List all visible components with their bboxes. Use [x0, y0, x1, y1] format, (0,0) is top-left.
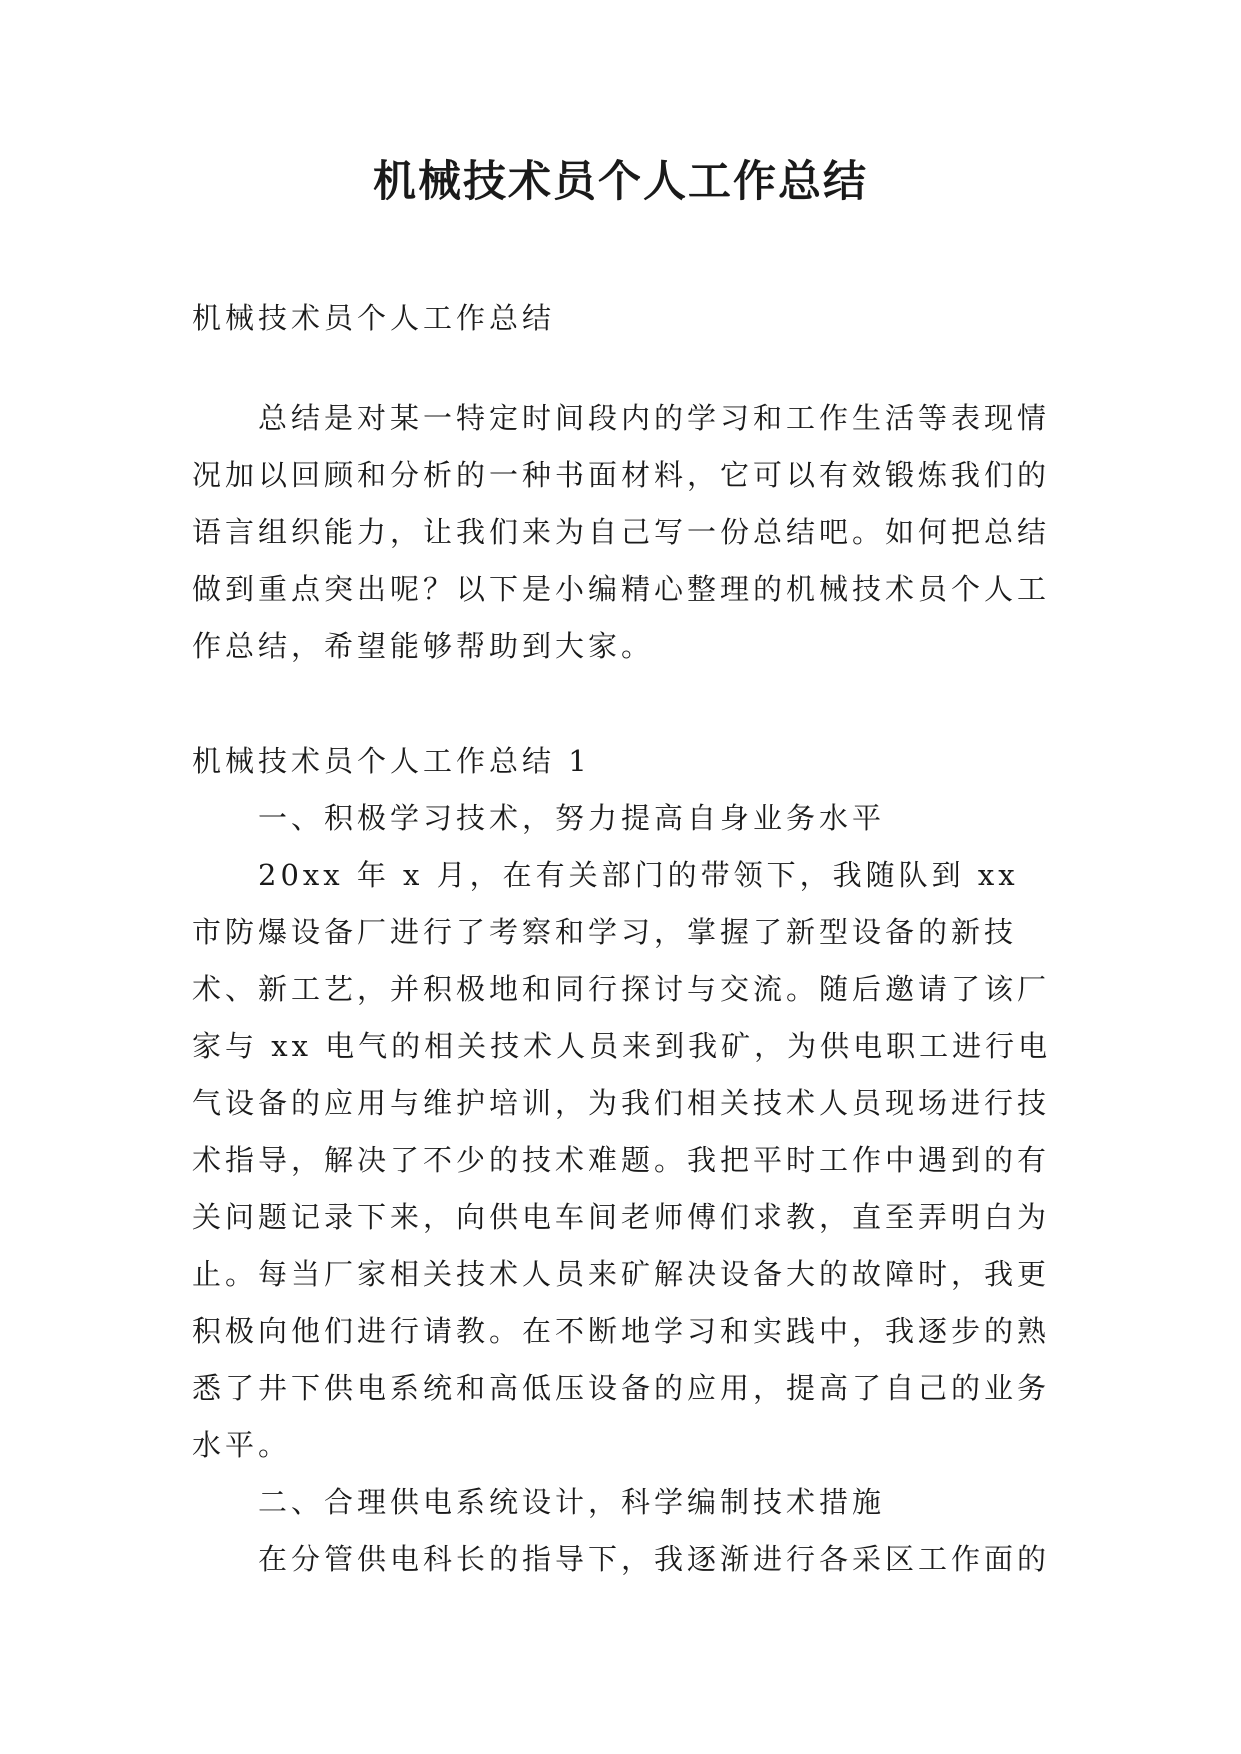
section-title: 机械技术员个人工作总结 1 — [192, 744, 591, 778]
document-title: 机械技术员个人工作总结 — [373, 157, 868, 207]
document-subtitle: 机械技术员个人工作总结 — [192, 301, 556, 335]
body-paragraph-1: 20xx 年 x 月，在有关部门的带领下，我随队到 xx 市防爆设备厂进行了考察和学习，掌握了新型设备的新技术、新工艺，并积极地和同行探讨与交流。随后邀请了该厂家与 xx 电气的相关技术人员来到我矿，为供电职工进行电气设备的应用与维护培训，为我们相关技术人员现场进行技术指导，解决了不少的技术难题。我把平时工作中遇到的有关问题记录下来，向供电车间老师傅们求教，直至弄明白为止。每当厂家相关技术人员来矿解决设备大的故障时，我更积极向他们进行请教。在不断地学习和实践中，我逐步的熟悉了井下供电系统和高低压设备的应用，提高了自己的业务水平。 — [192, 858, 1052, 1462]
document-body — [192, 290, 1054, 1588]
body-paragraph-2: 在分管供电科长的指导下，我逐渐进行各采区工作面的 — [258, 1542, 1051, 1576]
section-heading-1: 一、积极学习技术，努力提高自身业务水平 — [258, 801, 886, 835]
spacer — [192, 675, 1054, 733]
spacer — [192, 347, 1054, 390]
section-heading-2: 二、合理供电系统设计，科学编制技术措施 — [258, 1485, 886, 1519]
intro-paragraph: 总结是对某一特定时间段内的学习和工作生活等表现情况加以回顾和分析的一种书面材料，它可以有效锻炼我们的语言组织能力，让我们来为自己写一份总结吧。如何把总结做到重点突出呢？以下是小编精心整理的机械技术员个人工作总结，希望能够帮助到大家。 — [192, 401, 1051, 663]
